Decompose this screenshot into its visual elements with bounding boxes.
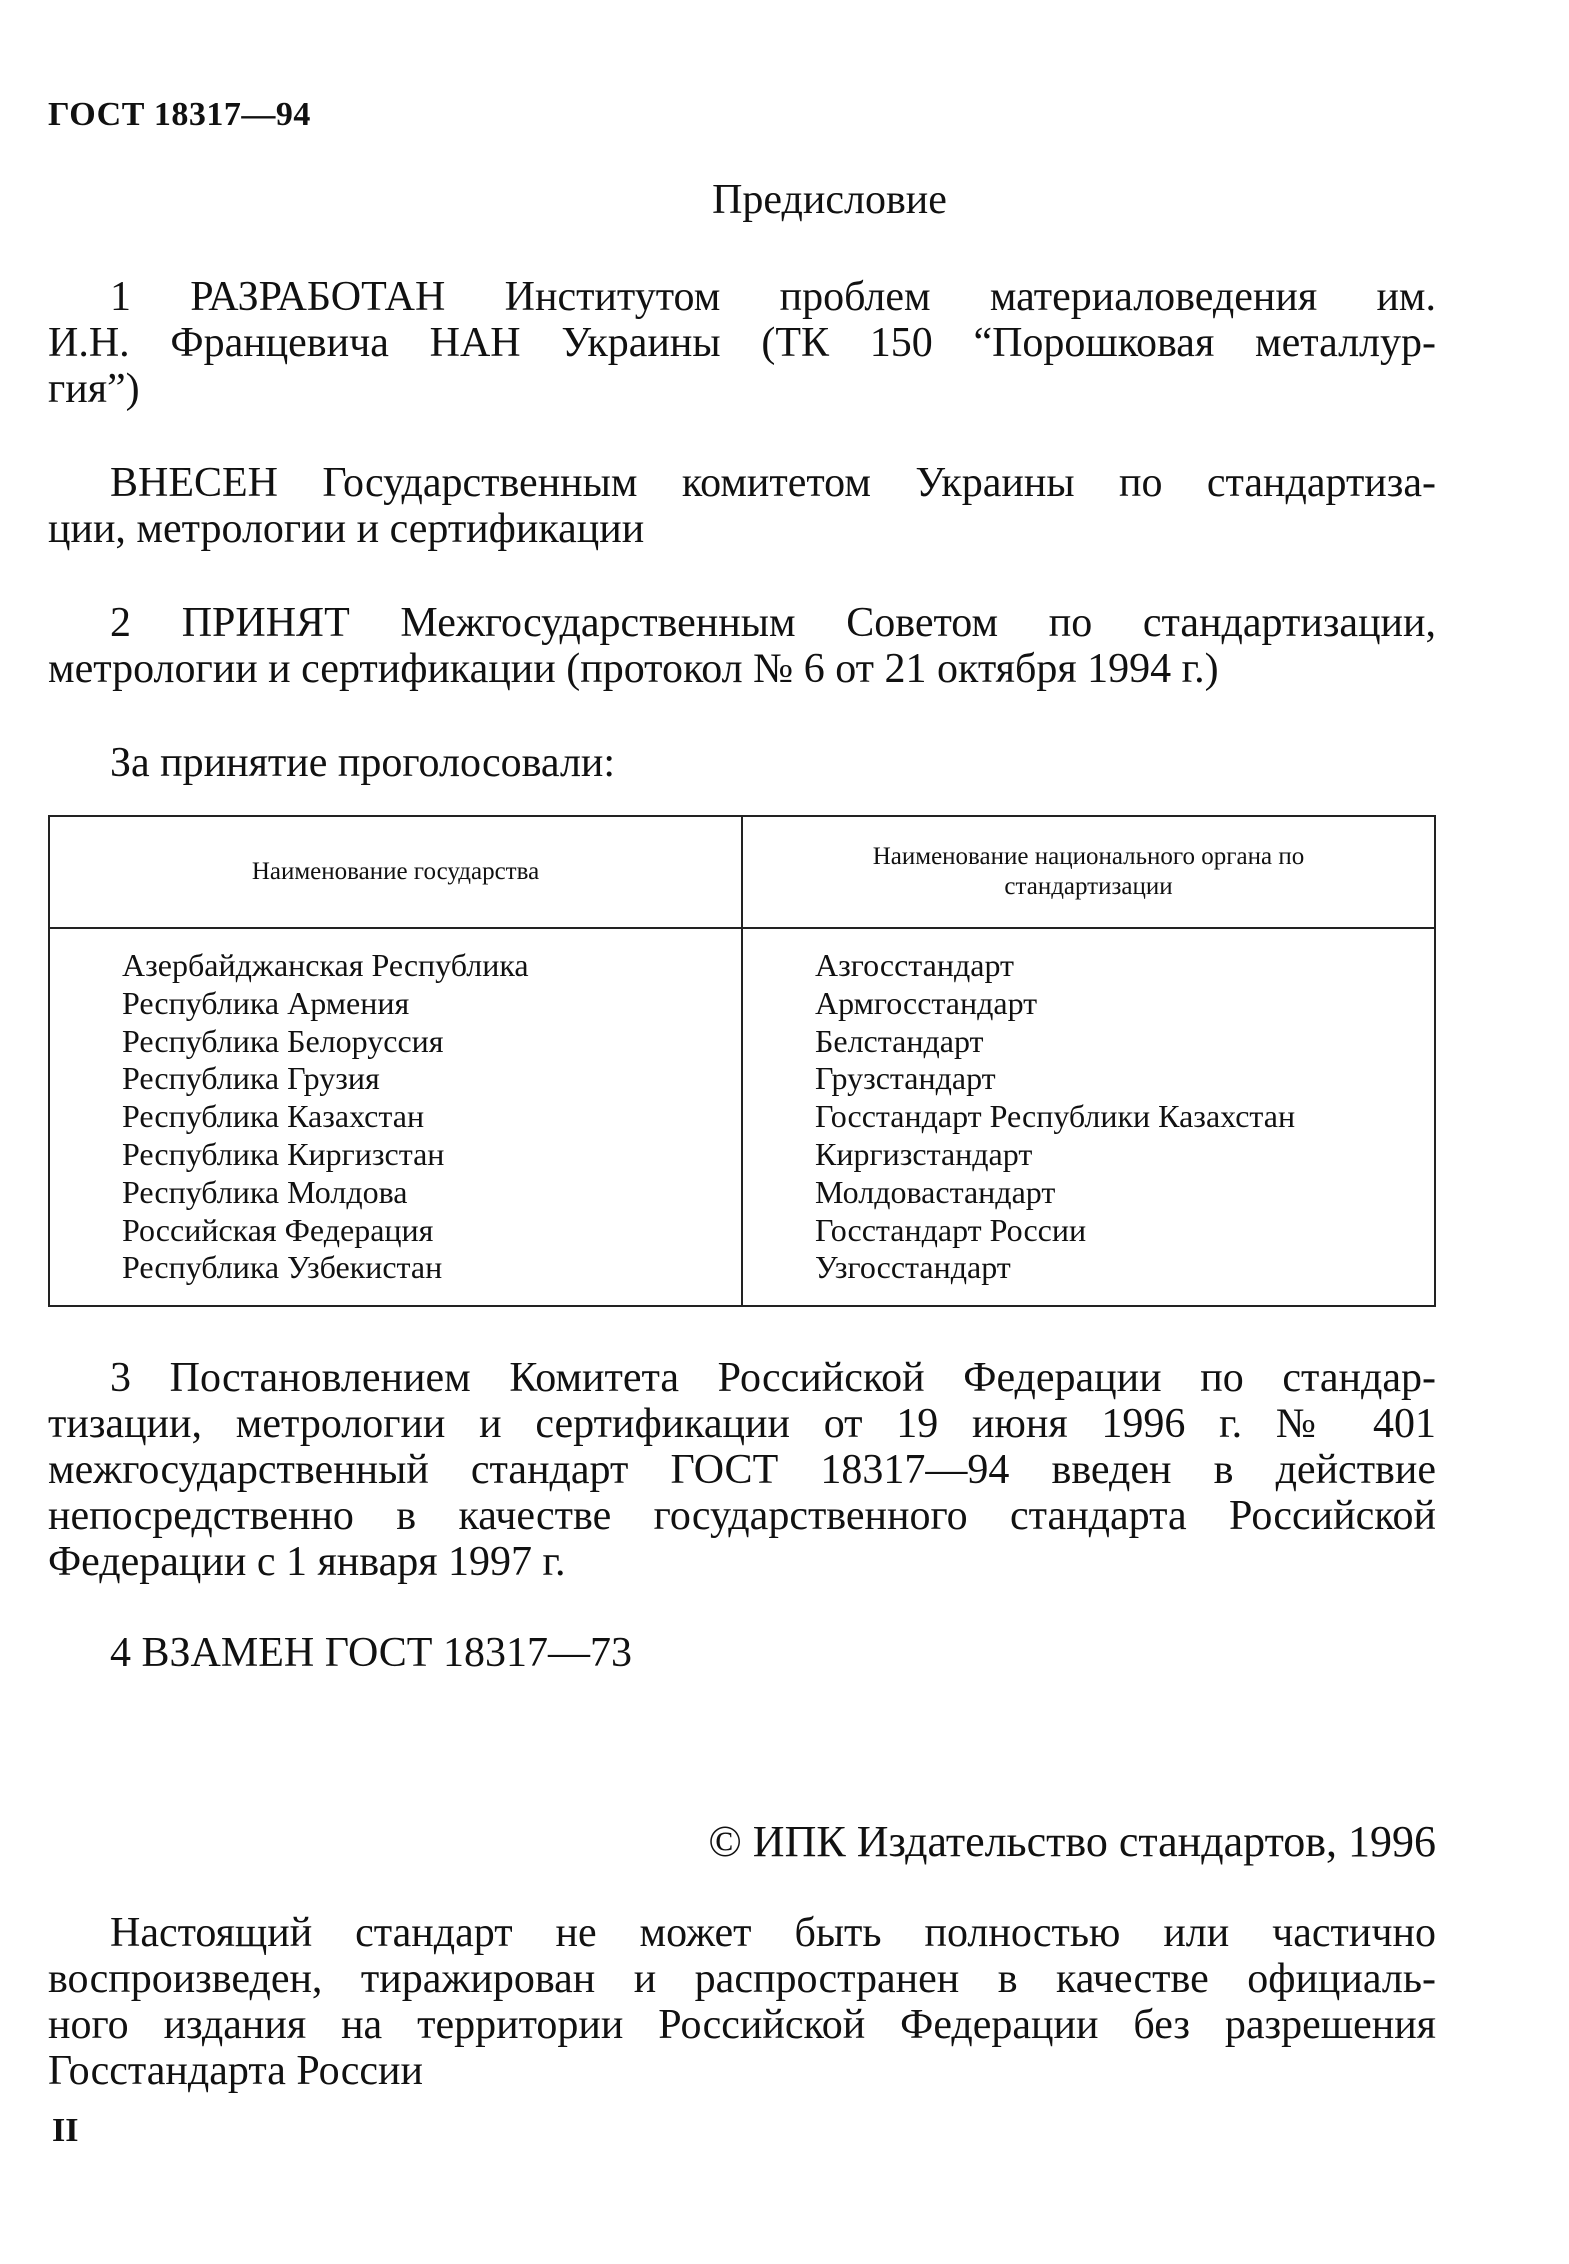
- text-line: тизации, метрологии и сертификации от 19 июня 1996 г. № 401: [48, 1401, 1436, 1447]
- column-header-body: [742, 816, 1435, 928]
- paragraph-replaces: [48, 1630, 1436, 1676]
- text-line: 1 РАЗРАБОТАН Институтом проблем материаловедения им.: [110, 274, 1436, 320]
- text-line: метрологии и сертификации (протокол № 6 от 21 октября 1994 г.): [48, 646, 1219, 692]
- paragraph-introduced: [48, 460, 1436, 552]
- state-name: Республика Киргизстан: [122, 1135, 445, 1172]
- text-line: ного издания на территории Российской Федерации без разрешения: [48, 2002, 1436, 2048]
- text-line: 4 ВЗАМЕН ГОСТ 18317—73: [110, 1630, 632, 1676]
- standards-body-name: Госстандарт России: [815, 1211, 1087, 1248]
- standards-body-name: Молдовастандарт: [815, 1173, 1056, 1210]
- state-name: Республика Грузия: [122, 1060, 380, 1097]
- column-header-body-line: Наименование национального органа по: [872, 843, 1305, 870]
- document-code: ГОСТ 18317—94: [48, 96, 311, 133]
- table-header-row: [49, 816, 1435, 928]
- text-line: ции, метрологии и сертификации: [48, 506, 645, 552]
- text-line: гия”): [48, 366, 140, 412]
- text-line: межгосударственный стандарт ГОСТ 18317—94 введен в действие: [48, 1447, 1436, 1493]
- copyright-notice: © ИПК Издательство стандартов, 1996: [708, 1817, 1436, 1866]
- text-line: воспроизведен, тиражирован и распространен в качестве официаль-: [48, 1956, 1436, 2002]
- standards-body-name: Белстандарт: [815, 1022, 984, 1059]
- text-line: Госстандарта России: [48, 2048, 423, 2094]
- text-line: ВНЕСЕН Государственным комитетом Украины по стандартиза-: [110, 460, 1436, 506]
- standards-body-name: Армгосстандарт: [815, 984, 1038, 1021]
- text-line: 2 ПРИНЯТ Межгосударственным Советом по стандартизации,: [110, 600, 1436, 646]
- reproduction-notice: [48, 1910, 1436, 2094]
- state-name: Республика Белоруссия: [122, 1022, 444, 1059]
- states-cell: [49, 928, 742, 1306]
- paragraph-voted: [48, 740, 1436, 786]
- standards-body-name: Госстандарт Республики Казахстан: [815, 1098, 1296, 1135]
- voting-states-table: [48, 815, 1436, 1307]
- text-line: Настоящий стандарт не может быть полностью или частично: [110, 1910, 1436, 1956]
- page-number: II: [52, 2112, 79, 2149]
- standards-body-name: Киргизстандарт: [815, 1135, 1033, 1172]
- page-title: [0, 176, 1569, 224]
- paragraph-adopted: [48, 600, 1436, 692]
- page-title-text: Предисловие: [712, 177, 947, 223]
- column-header-state: Наименование государства: [49, 816, 742, 928]
- standards-body-name: Грузстандарт: [815, 1060, 996, 1097]
- state-name: Республика Молдова: [122, 1173, 408, 1210]
- text-line: Федерации с 1 января 1997 г.: [48, 1539, 566, 1585]
- state-name: Азербайджанская Республика: [122, 947, 529, 983]
- text-line: непосредственно в качестве государственного стандарта Российской: [48, 1493, 1436, 1539]
- table-row: [49, 928, 1435, 1306]
- text-line: 3 Постановлением Комитета Российской Федерации по стандар-: [110, 1355, 1436, 1401]
- paragraph-developed: [48, 274, 1436, 412]
- state-name: Республика Узбекистан: [122, 1249, 443, 1286]
- state-name: Республика Казахстан: [122, 1098, 425, 1135]
- standards-body-name: Азгосстандарт: [815, 947, 1015, 983]
- column-header-body-line: стандартизации: [1004, 873, 1173, 900]
- state-name: Российская Федерация: [122, 1211, 434, 1248]
- standards-body-name: Узгосстандарт: [815, 1249, 1011, 1286]
- paragraph-resolution: [48, 1355, 1436, 1585]
- bodies-cell: [742, 928, 1435, 1306]
- text-line: За принятие проголосовали:: [110, 740, 616, 786]
- text-line: И.Н. Францевича НАН Украины (ТК 150 “Порошковая металлур-: [48, 320, 1436, 366]
- state-name: Республика Армения: [122, 984, 410, 1021]
